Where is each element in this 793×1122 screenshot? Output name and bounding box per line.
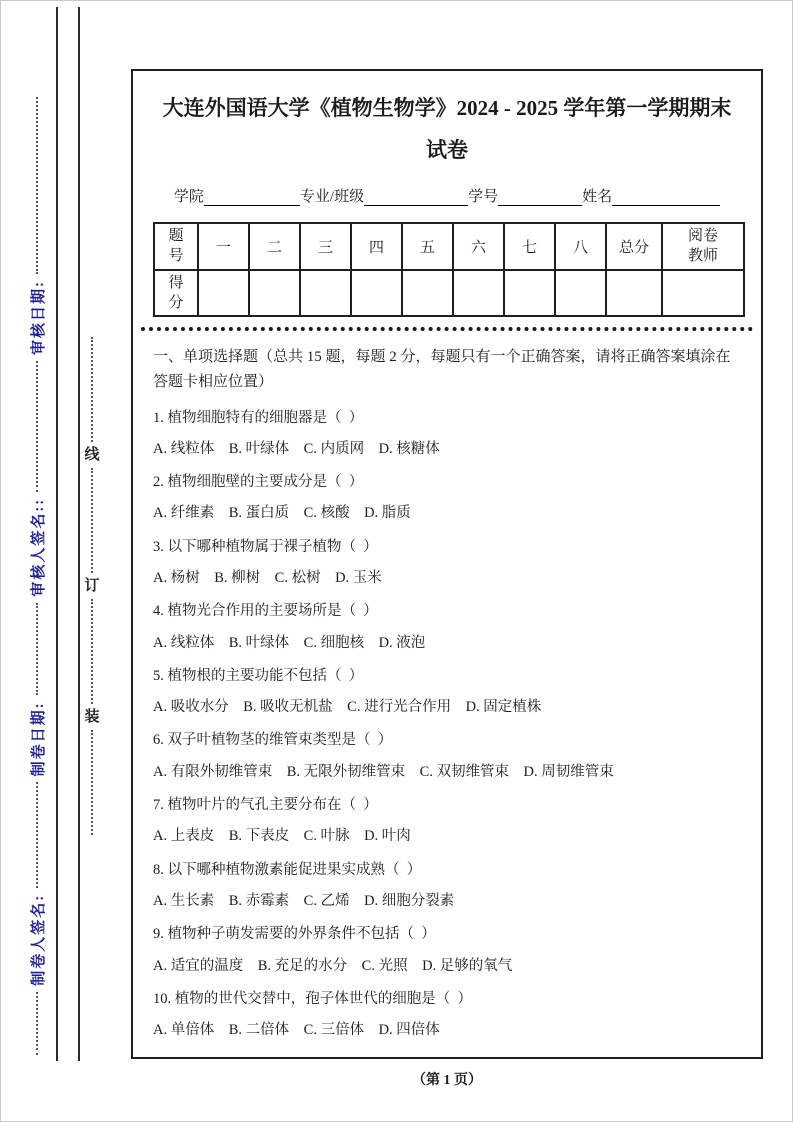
dotted-line xyxy=(36,97,38,274)
question-options: A. 单倍体 B. 二倍体 C. 三倍体 D. 四倍体 xyxy=(153,1022,440,1039)
score-table xyxy=(153,222,745,317)
score-cell xyxy=(555,270,606,317)
question-text: 7. 植物叶片的气孔主要分布在（ ） xyxy=(153,797,378,814)
binding-rule-left xyxy=(56,7,58,1061)
score-cell xyxy=(504,270,555,317)
reviewer-signature-label: 审核人签名:: xyxy=(30,497,47,597)
score-cell xyxy=(300,270,351,317)
grader-header: 阅卷教师 xyxy=(687,228,718,265)
question-options: A. 杨树 B. 柳树 C. 松树 D. 玉米 xyxy=(153,569,382,586)
question-options: A. 适宜的温度 B. 充足的水分 C. 光照 D. 足够的氧气 xyxy=(153,957,513,974)
dotted-line xyxy=(91,599,93,704)
dotted-separator xyxy=(141,327,753,331)
question-text: 1. 植物细胞特有的细胞器是（ ） xyxy=(153,409,364,426)
question-options: A. 有限外韧维管束 B. 无限外韧维管束 C. 双韧维管束 D. 周韧维管束 xyxy=(153,763,614,780)
exam-sheet xyxy=(131,69,763,1059)
dotted-line xyxy=(36,782,38,887)
section-8-header-cell: 八 xyxy=(555,223,606,270)
section-4-header-cell: 四 xyxy=(351,223,402,270)
college-label: 学院 xyxy=(173,189,204,205)
section-7-header-cell: 七 xyxy=(504,223,555,270)
score-cell xyxy=(453,270,504,317)
question-text: 10. 植物的世代交替中，孢子体世代的细胞是（ ） xyxy=(153,990,472,1007)
question-number-header: 题号 xyxy=(168,228,184,265)
score-table-score-row xyxy=(154,270,744,317)
student-id-label: 学号 xyxy=(468,189,499,205)
question-text: 8. 以下哪种植物激素能促进果实成熟（ ） xyxy=(153,861,422,878)
college-blank-line xyxy=(204,189,300,206)
question-text: 6. 双子叶植物茎的维管束类型是（ ） xyxy=(153,732,393,749)
score-cell xyxy=(402,270,453,317)
review-date-label: 审核日期: xyxy=(30,280,47,356)
page-number: （第 1 页） xyxy=(412,1073,482,1088)
dotted-line xyxy=(91,730,93,835)
section-6-header-cell: 六 xyxy=(453,223,504,270)
score-table-header-row xyxy=(154,223,744,270)
question-options: A. 纤维素 B. 蛋白质 C. 核酸 D. 脂质 xyxy=(153,505,411,522)
grader-header-cell xyxy=(662,223,744,270)
question-text: 2. 植物细胞壁的主要成分是（ ） xyxy=(153,474,364,491)
question-options: A. 生长素 B. 赤霉素 C. 乙烯 D. 细胞分裂素 xyxy=(153,892,455,909)
question-text: 9. 植物种子萌发需要的外界条件不包括（ ） xyxy=(153,926,436,943)
binding-char-ding: 订 xyxy=(84,578,100,594)
student-id-blank-line xyxy=(498,189,582,206)
dotted-line xyxy=(36,603,38,696)
question-text: 4. 植物光合作用的主要场所是（ ） xyxy=(153,603,378,620)
dotted-line xyxy=(36,361,38,492)
section-2-header-cell: 二 xyxy=(249,223,300,270)
student-info-row xyxy=(153,185,741,206)
total-score-header-cell: 总分 xyxy=(606,223,662,270)
binding-char-zhuang: 装 xyxy=(84,709,100,725)
score-cell xyxy=(606,270,662,317)
question-number-header-cell xyxy=(154,223,198,270)
dotted-line xyxy=(91,337,93,442)
score-cell xyxy=(198,270,249,317)
name-blank-line xyxy=(612,189,720,206)
score-cell xyxy=(249,270,300,317)
dotted-line xyxy=(91,468,93,573)
major-class-blank-line xyxy=(364,189,468,206)
score-label-cell xyxy=(154,270,198,317)
section-one-title: 一、单项选择题（总共 15 题，每题 2 分，每题只有一个正确答案，请将正确答案填涂在答题卡相应位置） xyxy=(153,349,731,390)
score-cell xyxy=(662,270,744,317)
question-options: A. 上表皮 B. 下表皮 C. 叶脉 D. 叶肉 xyxy=(153,828,411,845)
question-text: 5. 植物根的主要功能不包括（ ） xyxy=(153,667,364,684)
section-3-header-cell: 三 xyxy=(300,223,351,270)
binding-char-xian: 线 xyxy=(84,447,100,463)
margin-signature-strip xyxy=(22,91,52,1061)
binding-rule-right xyxy=(78,7,80,1061)
section-5-header-cell: 五 xyxy=(402,223,453,270)
question-options: A. 线粒体 B. 叶绿体 C. 细胞核 D. 液泡 xyxy=(153,634,426,651)
question-options: A. 线粒体 B. 叶绿体 C. 内质网 D. 核糖体 xyxy=(153,440,440,457)
paper-made-date-label: 制卷日期: xyxy=(30,701,47,777)
score-cell xyxy=(351,270,402,317)
name-label: 姓名 xyxy=(582,189,613,205)
major-class-label: 专业/班级 xyxy=(299,189,365,205)
question-text: 3. 以下哪种植物属于裸子植物（ ） xyxy=(153,538,378,555)
binding-line xyxy=(83,333,101,839)
score-label: 得分 xyxy=(168,274,184,311)
section-1-header-cell: 一 xyxy=(198,223,249,270)
exam-title: 大连外国语大学《植物生物学》2024 - 2025 学年第一学期期末试卷 xyxy=(162,96,732,162)
paper-maker-signature-label: 制卷人签名: xyxy=(30,893,47,986)
question-options: A. 吸收水分 B. 吸收无机盐 C. 进行光合作用 D. 固定植株 xyxy=(153,699,542,716)
dotted-line xyxy=(36,992,38,1055)
